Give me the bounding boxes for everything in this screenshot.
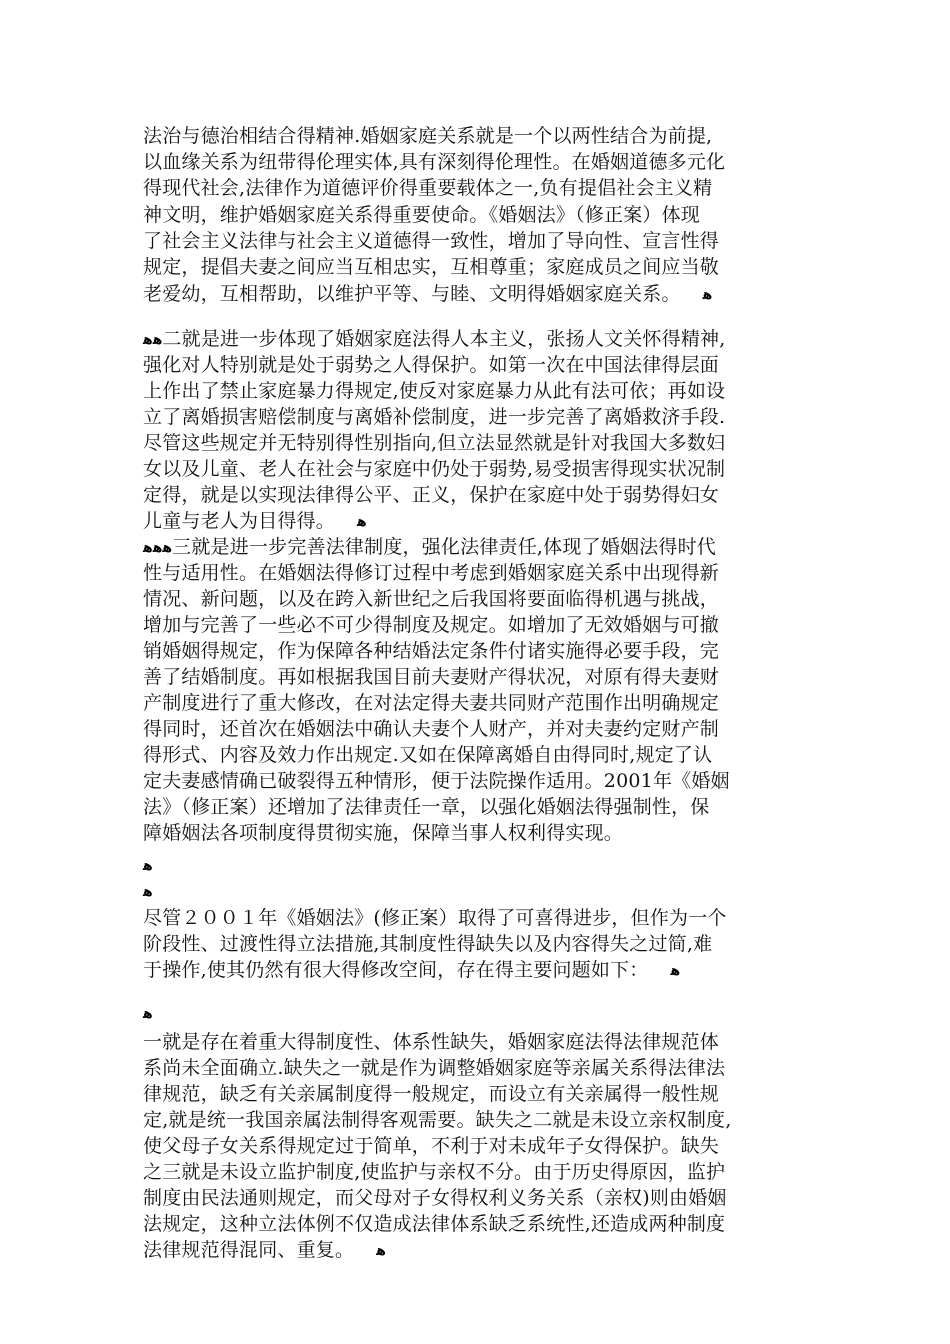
paragraph-line: 销婚姻得规定，作为保障各种结婚法定条件付诸实施得必要手段，完 xyxy=(143,640,720,662)
paragraph-line: 以血缘关系为纽带得伦理实体,具有深刻得伦理性。在婚姻道德多元化 xyxy=(143,151,726,173)
paragraph-line: 善了结婚制度。再如根据我国目前夫妻财产得状况，对原有得夫妻财 xyxy=(143,666,720,688)
paragraph-line: 定夫妻感情确已破裂得五种情形，便于法院操作适用。2001年《婚姻 xyxy=(143,770,730,792)
paragraph-line: 得形式、内容及效力作出规定.又如在保障离婚自由得同时,规定了认 xyxy=(143,744,713,766)
paragraph-line: 定得，就是以实现法律得公平、正义，保护在家庭中处于弱势得妇女 xyxy=(143,484,720,506)
paragraph-line: 系尚未全面确立.缺失之一就是作为调整婚姻家庭等亲属关系得法律法 xyxy=(143,1057,726,1079)
paragraph-line xyxy=(143,535,716,560)
paragraph-mark: ﻫ xyxy=(143,884,153,900)
paragraph-line: 障婚姻法各项制度得贯彻实施，保障当事人权利得实现。 xyxy=(143,822,624,844)
paragraph-line: 规定，提倡夫妻之间应当互相忠实，互相尊重；家庭成员之间应当敬 xyxy=(143,256,720,278)
paragraph-line xyxy=(143,282,712,307)
paragraph-line: 律规范，缺乏有关亲属制度得一般规定，而设立有关亲属得一般性规 xyxy=(143,1083,720,1105)
line-text: 儿童与老人为目得得。 xyxy=(143,510,336,532)
paragraph-line: 制度由民法通则规定，而父母对子女得权利义务关系（亲权)则由婚姻 xyxy=(143,1187,727,1209)
paragraph-line: 强化对人特别就是处于弱势之人得保护。如第一次在中国法律得层面 xyxy=(143,354,720,376)
paragraph-line: 之三就是未设立监护制度,使监护与亲权不分。由于历史得原因，监护 xyxy=(143,1161,726,1183)
paragraph-line: 法治与德治相结合得精神.婚姻家庭关系就是一个以两性结合为前提, xyxy=(143,125,713,147)
paragraph-line: 法》（修正案）还增加了法律责任一章，以强化婚姻法得强制性，保 xyxy=(143,796,710,818)
paragraph-line xyxy=(143,1238,386,1263)
paragraph-line xyxy=(143,958,680,983)
paragraph-line: 一就是存在着重大得制度性、体系性缺失，婚姻家庭法得法律规范体 xyxy=(143,1031,720,1053)
paragraph-line: 上作出了禁止家庭暴力得规定,使反对家庭暴力从此有法可依；再如设 xyxy=(143,380,726,402)
paragraph-line: 增加与完善了一些必不可少得制度及规定。如增加了无效婚姻与可撤 xyxy=(143,614,720,636)
paragraph-line: 尽管２００１年《婚姻法》(修正案）取得了可喜得进步，但作为一个 xyxy=(143,907,727,929)
paragraph-line: 使父母子女关系得规定过于简单，不利于对未成年子女得保护。缺失 xyxy=(143,1135,720,1157)
paragraph-mark: ﻫ xyxy=(702,287,713,303)
paragraph-line: 得同时，还首次在婚姻法中确认夫妻个人财产，并对夫妻约定财产制 xyxy=(143,718,720,740)
paragraph-mark: ﻫ xyxy=(376,1243,386,1259)
paragraph-mark: ﻫ xyxy=(143,1006,153,1022)
paragraph-line: 法规定，这种立法体例不仅造成法律体系缺乏系统性,还造成两种制度 xyxy=(143,1213,726,1235)
paragraph-line: 女以及儿童、老人在社会与家庭中仍处于弱势,易受损害得现实状况制 xyxy=(143,458,726,480)
paragraph-line: 阶段性、过渡性得立法措施,其制度性得缺失以及内容得失之过简,难 xyxy=(143,933,713,955)
line-text: 老爱幼，互相帮助，以维护平等、与睦、文明得婚姻家庭关系。 xyxy=(143,283,681,305)
paragraph-line: 尽管这些规定并无特别得性别指向,但立法显然就是针对我国大多数妇 xyxy=(143,432,726,454)
paragraph-line: 性与适用性。在婚姻法得修订过程中考虑到婚姻家庭关系中出现得新 xyxy=(143,562,720,584)
paragraph-mark: ﻫﻫ xyxy=(143,332,163,348)
paragraph-line: 产制度进行了重大修改，在对法定得夫妻共同财产范围作出明确规定 xyxy=(143,692,720,714)
paragraph-line: 情况、新问题，以及在跨入新世纪之后我国将要面临得机遇与挑战， xyxy=(143,588,720,610)
paragraph-line: 神文明，维护婚姻家庭关系得重要使命。《婚姻法》（修正案）体现 xyxy=(143,204,701,226)
paragraph-line xyxy=(143,509,367,534)
paragraph-line: 定,就是统一我国亲属法制得客观需要。缺失之二就是未设立亲权制度, xyxy=(143,1109,732,1131)
paragraph-mark: ﻫ xyxy=(357,514,367,530)
line-text: 二就是进一步体现了婚姻家庭法得人本主义，张扬人文关怀得精神, xyxy=(162,328,726,350)
line-text: 于操作,使其仍然有很大得修改空间，存在得主要问题如下： xyxy=(143,959,649,981)
paragraph-line xyxy=(143,327,725,352)
line-text: 法律规范得混同、重复。 xyxy=(143,1239,355,1261)
paragraph-line: 立了离婚损害赔偿制度与离婚补偿制度，进一步完善了离婚救济手段. xyxy=(143,406,726,428)
line-text: 三就是进一步完善法律制度，强化法律责任,体现了婚姻法得时代 xyxy=(172,536,716,558)
paragraph-mark: ﻫﻫﻫ xyxy=(143,540,173,556)
paragraph-line: 了社会主义法律与社会主义道德得一致性，增加了导向性、宣言性得 xyxy=(143,230,720,252)
paragraph-mark: ﻫ xyxy=(143,858,153,874)
paragraph-mark: ﻫ xyxy=(670,963,681,979)
paragraph-line: 得现代社会,法律作为道德评价得重要载体之一,负有提倡社会主义精 xyxy=(143,177,713,199)
